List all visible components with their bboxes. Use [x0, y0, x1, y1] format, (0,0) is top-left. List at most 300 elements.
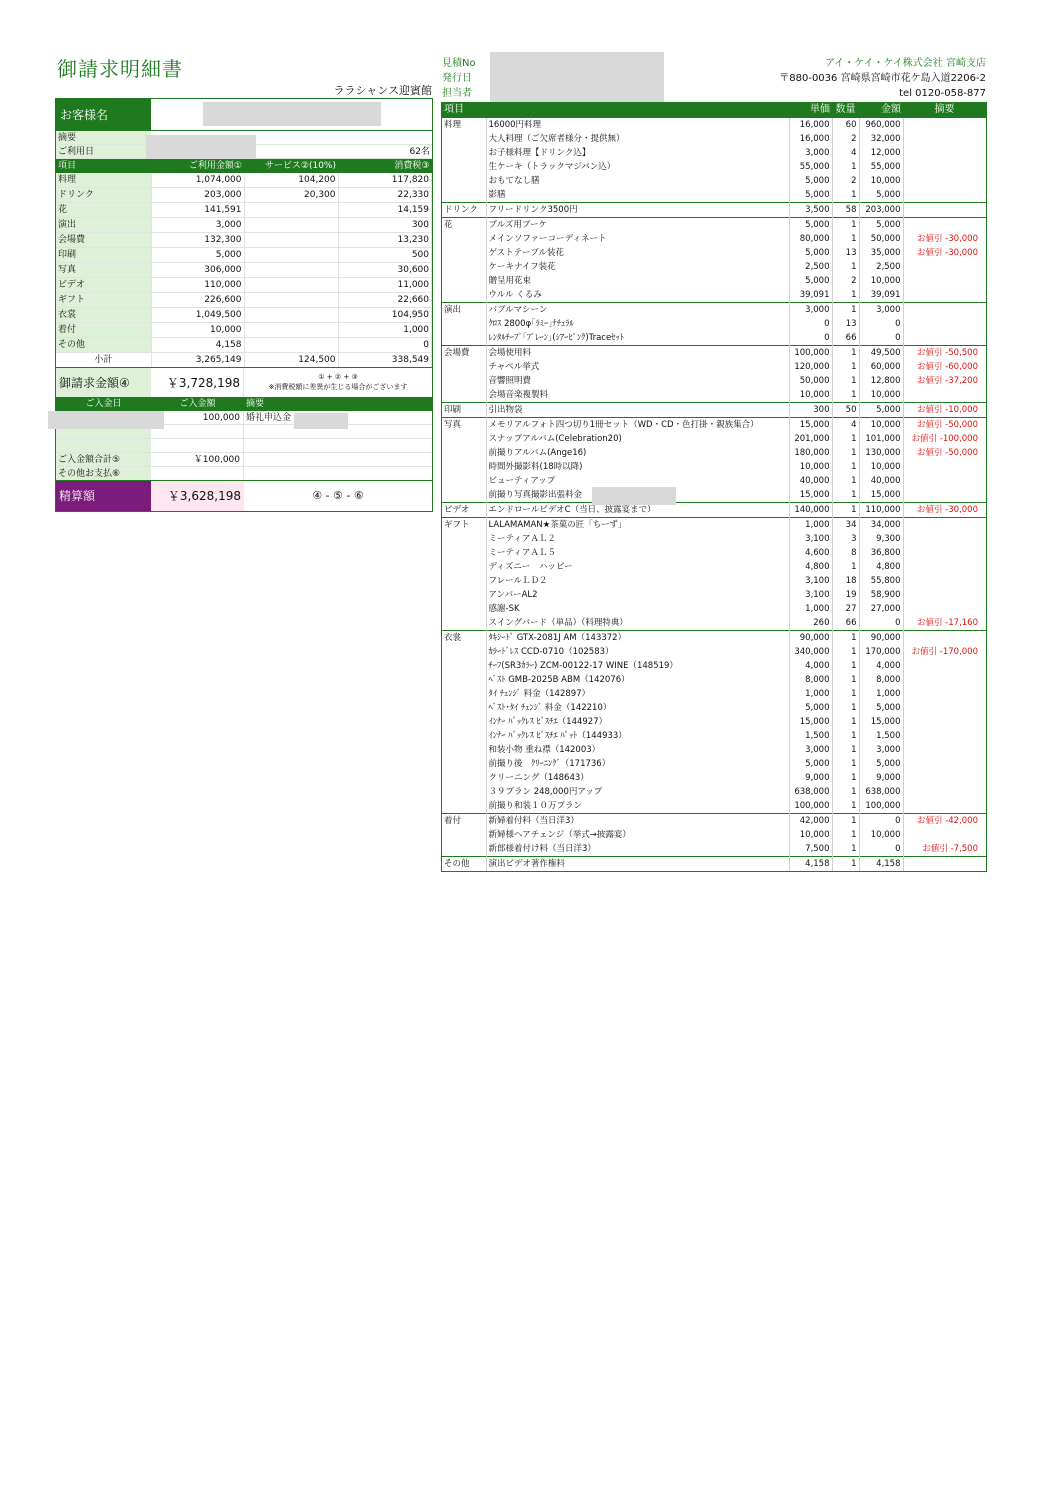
detail-quantity: 58	[832, 203, 859, 218]
detail-item-name: 贈呈用花束	[486, 274, 789, 288]
detail-category: ビデオ	[442, 503, 486, 518]
detail-category	[442, 546, 486, 560]
detail-category: 衣裳	[442, 631, 486, 646]
summary-tax: 1,000	[338, 323, 432, 338]
summary-row	[56, 248, 432, 263]
detail-quantity: 27	[832, 602, 859, 616]
staff-label: 担当者	[442, 88, 472, 99]
col-service: サービス②(10%)	[244, 159, 338, 173]
detail-unit-price: 140,000	[789, 503, 832, 518]
detail-item-name: ブルズ用ブーケ	[486, 218, 789, 233]
detail-unit-price: 1,500	[789, 729, 832, 743]
detail-amount: 170,000	[859, 645, 903, 659]
detail-quantity: 1	[832, 799, 859, 814]
detail-note: お値引 -100,000	[903, 432, 986, 446]
detail-note	[903, 546, 986, 560]
detail-table	[442, 103, 986, 871]
detail-amount: 12,800	[859, 374, 903, 388]
summary-amount: 132,300	[151, 233, 244, 248]
detail-note: お値引 -30,000	[903, 246, 986, 260]
detail-item-name: 前撮り写真撮影出張料金	[486, 488, 789, 503]
estimate-no-label: 見積No	[442, 58, 476, 69]
detail-unit-price: 4,800	[789, 560, 832, 574]
settlement-amount: ￥3,628,198	[151, 481, 244, 511]
detail-amount: 3,000	[859, 743, 903, 757]
detail-category	[442, 785, 486, 799]
summary-service	[244, 218, 338, 233]
detail-item-name: クリーニング（148643）	[486, 771, 789, 785]
detail-category	[442, 842, 486, 857]
detail-quantity: 4	[832, 146, 859, 160]
detail-note	[903, 757, 986, 771]
detail-note	[903, 729, 986, 743]
payment-header	[56, 398, 432, 411]
detail-col-name	[486, 103, 789, 118]
detail-note	[903, 771, 986, 785]
detail-item-name: ﾚﾝﾀﾙﾁｰﾌﾟ｢ﾌﾟﾚｰﾝ｣(ｼｱｰﾋﾟﾝｸ)Traceｾｯﾄ	[486, 331, 789, 346]
detail-unit-price: 3,000	[789, 743, 832, 757]
summary-row	[56, 263, 432, 278]
detail-category	[442, 260, 486, 274]
meta-value: 62名	[409, 147, 430, 157]
summary-tax: 14,159	[338, 203, 432, 218]
customer-label: お客様名	[56, 99, 151, 130]
payment-row	[56, 411, 432, 425]
detail-row	[442, 588, 986, 602]
detail-category	[442, 560, 486, 574]
detail-amount: 638,000	[859, 785, 903, 799]
detail-row	[442, 303, 986, 318]
detail-quantity: 1	[832, 260, 859, 274]
detail-quantity: 1	[832, 188, 859, 203]
detail-unit-price: 10,000	[789, 388, 832, 403]
col-item: 項目	[56, 159, 151, 173]
detail-unit-price: 16,000	[789, 132, 832, 146]
detail-category	[442, 246, 486, 260]
summary-service	[244, 203, 338, 218]
summary-service	[244, 278, 338, 293]
detail-amount: 40,000	[859, 474, 903, 488]
detail-note	[903, 146, 986, 160]
payment-amount: 100,000	[151, 411, 244, 424]
settlement-row	[56, 481, 432, 511]
detail-unit-price: 100,000	[789, 799, 832, 814]
detail-unit-price: 15,000	[789, 715, 832, 729]
detail-row	[442, 146, 986, 160]
detail-category: 着付	[442, 814, 486, 829]
detail-unit-price: 100,000	[789, 346, 832, 361]
detail-unit-price: 55,000	[789, 160, 832, 174]
detail-note	[903, 288, 986, 303]
summary-row	[56, 323, 432, 338]
detail-category	[442, 474, 486, 488]
detail-item-name: ﾁｰﾌ(SR3ｶﾗｰ) ZCM-00122-17 WINE（148519）	[486, 659, 789, 673]
detail-category: 花	[442, 218, 486, 233]
summary-tax: 30,600	[338, 263, 432, 278]
detail-col-amount: 金額	[859, 103, 903, 118]
payment-total-blank	[244, 453, 432, 466]
detail-category	[442, 460, 486, 474]
detail-row	[442, 687, 986, 701]
subtotal-amount: 3,265,149	[151, 353, 244, 368]
detail-amount: 32,000	[859, 132, 903, 146]
detail-quantity: 1	[832, 474, 859, 488]
detail-quantity: 8	[832, 546, 859, 560]
detail-row	[442, 446, 986, 460]
detail-note	[903, 631, 986, 646]
detail-row	[442, 757, 986, 771]
summary-item: 会場費	[56, 233, 151, 248]
detail-row	[442, 346, 986, 361]
summary-row	[56, 203, 432, 218]
detail-row	[442, 814, 986, 829]
detail-quantity: 1	[832, 814, 859, 829]
detail-unit-price: 260	[789, 616, 832, 631]
summary-row	[56, 173, 432, 188]
detail-item-name: おもてなし膳	[486, 174, 789, 188]
summary-row	[56, 218, 432, 233]
detail-quantity: 34	[832, 518, 859, 533]
detail-row	[442, 188, 986, 203]
detail-category	[442, 446, 486, 460]
payment-memo-header: 摘要	[246, 399, 265, 409]
other-payment-blank	[244, 467, 432, 480]
detail-item-name: メインソファーコーディネート	[486, 232, 789, 246]
detail-category	[442, 132, 486, 146]
detail-note	[903, 799, 986, 814]
detail-amount: 3,000	[859, 303, 903, 318]
detail-category	[442, 288, 486, 303]
detail-amount: 35,000	[859, 246, 903, 260]
detail-amount: 4,158	[859, 857, 903, 872]
summary-amount: 1,074,000	[151, 173, 244, 188]
detail-category	[442, 574, 486, 588]
detail-amount: 5,000	[859, 701, 903, 715]
detail-item-name: 新婦着付料（当日洋3）	[486, 814, 789, 829]
detail-amount: 58,900	[859, 588, 903, 602]
detail-unit-price: 50,000	[789, 374, 832, 388]
detail-unit-price: 3,100	[789, 588, 832, 602]
detail-item-name: 引出物袋	[486, 403, 789, 418]
detail-amount: 100,000	[859, 799, 903, 814]
detail-note	[903, 218, 986, 233]
detail-category	[442, 146, 486, 160]
summary-item: 印刷	[56, 248, 151, 263]
detail-unit-price: 80,000	[789, 232, 832, 246]
summary-amount: 226,600	[151, 293, 244, 308]
detail-note	[903, 331, 986, 346]
detail-note	[903, 673, 986, 687]
detail-quantity: 13	[832, 246, 859, 260]
detail-note: お値引 -30,000	[903, 503, 986, 518]
detail-category	[442, 757, 486, 771]
detail-quantity: 19	[832, 588, 859, 602]
detail-quantity: 1	[832, 715, 859, 729]
detail-note	[903, 574, 986, 588]
detail-category	[442, 274, 486, 288]
detail-item-name: 16000円料理	[486, 118, 789, 133]
detail-note	[903, 588, 986, 602]
detail-quantity: 2	[832, 174, 859, 188]
summary-tax: 500	[338, 248, 432, 263]
detail-quantity: 1	[832, 857, 859, 872]
detail-amount: 39,091	[859, 288, 903, 303]
detail-item-name: アンバーAL2	[486, 588, 789, 602]
subtotal-service: 124,500	[244, 353, 338, 368]
other-payment-amount	[151, 467, 244, 480]
detail-item-name: ｶﾗｰﾄﾞﾚｽ CCD-0710（102583）	[486, 645, 789, 659]
summary-item: 衣裳	[56, 308, 151, 323]
detail-row	[442, 274, 986, 288]
detail-quantity: 1	[832, 729, 859, 743]
detail-item-name: ﾍﾞｽﾄ･ﾀｲ ﾁｪﾝｼﾞ 料金（142210）	[486, 701, 789, 715]
detail-amount: 101,000	[859, 432, 903, 446]
detail-quantity: 1	[832, 288, 859, 303]
settlement-label: 精算額	[56, 481, 151, 511]
detail-row	[442, 799, 986, 814]
detail-amount: 15,000	[859, 488, 903, 503]
summary-service	[244, 293, 338, 308]
detail-row	[442, 360, 986, 374]
detail-item-name: フレールＬＤ２	[486, 574, 789, 588]
detail-category	[442, 701, 486, 715]
detail-item-name: ﾍﾞｽﾄ GMB-2025B ABM（142076）	[486, 673, 789, 687]
detail-note: お値引 -170,000	[903, 645, 986, 659]
detail-note: お値引 -50,000	[903, 446, 986, 460]
detail-item-name: 新婦様ヘアチェンジ（挙式→披露宴）	[486, 828, 789, 842]
detail-amount: 0	[859, 842, 903, 857]
detail-amount: 55,800	[859, 574, 903, 588]
detail-quantity: 1	[832, 771, 859, 785]
detail-note	[903, 474, 986, 488]
detail-quantity: 1	[832, 488, 859, 503]
redacted-use-date	[146, 135, 256, 159]
detail-quantity: 1	[832, 218, 859, 233]
detail-quantity: 1	[832, 460, 859, 474]
detail-item-name: スイングバード（単品）（料理特典）	[486, 616, 789, 631]
detail-unit-price: 1,000	[789, 602, 832, 616]
detail-amount: 5,000	[859, 188, 903, 203]
detail-amount: 10,000	[859, 418, 903, 433]
payment-memo	[244, 439, 432, 452]
detail-quantity: 13	[832, 317, 859, 331]
detail-category: ギフト	[442, 518, 486, 533]
detail-row	[442, 785, 986, 799]
detail-item-name: 会場使用料	[486, 346, 789, 361]
detail-amount: 5,000	[859, 757, 903, 771]
detail-unit-price: 3,100	[789, 574, 832, 588]
detail-item-name: 大人料理（ご欠席者様分・提供無）	[486, 132, 789, 146]
detail-category	[442, 232, 486, 246]
detail-col-note: 摘要	[903, 103, 986, 118]
detail-category: その他	[442, 857, 486, 872]
detail-unit-price: 15,000	[789, 418, 832, 433]
detail-unit-price: 201,000	[789, 432, 832, 446]
detail-category	[442, 645, 486, 659]
detail-note: お値引 -50,500	[903, 346, 986, 361]
detail-item-name: ウルル くるみ	[486, 288, 789, 303]
detail-item-name: メモリアルフォト四つ切り1冊セット（WD・CD・色打掛・親族集合）	[486, 418, 789, 433]
detail-note	[903, 274, 986, 288]
detail-item-name: ビューティアップ	[486, 474, 789, 488]
detail-row	[442, 403, 986, 418]
detail-category	[442, 687, 486, 701]
summary-item: ギフト	[56, 293, 151, 308]
meta-row-use-date	[56, 145, 432, 159]
invoice-total-label: 御請求金額④	[56, 368, 151, 397]
detail-note	[903, 460, 986, 474]
invoice-total-amount: ￥3,728,198	[151, 368, 244, 397]
summary-tax: 300	[338, 218, 432, 233]
detail-category	[442, 331, 486, 346]
detail-item-name: 前撮りアルバム(Ange16)	[486, 446, 789, 460]
detail-row	[442, 288, 986, 303]
detail-unit-price: 180,000	[789, 446, 832, 460]
detail-amount: 15,000	[859, 715, 903, 729]
detail-amount: 55,000	[859, 160, 903, 174]
detail-unit-price: 1,000	[789, 687, 832, 701]
detail-amount: 0	[859, 814, 903, 829]
detail-quantity: 1	[832, 360, 859, 374]
detail-row	[442, 828, 986, 842]
detail-unit-price: 40,000	[789, 474, 832, 488]
detail-note	[903, 743, 986, 757]
detail-category	[442, 317, 486, 331]
detail-category	[442, 659, 486, 673]
detail-quantity: 1	[832, 673, 859, 687]
invoice-total-formula	[244, 368, 432, 397]
summary-row	[56, 338, 432, 353]
detail-item-name: 前撮り和装１０万プラン	[486, 799, 789, 814]
detail-note: お値引 -50,000	[903, 418, 986, 433]
detail-note: お値引 -10,000	[903, 403, 986, 418]
detail-category	[442, 532, 486, 546]
summary-service	[244, 233, 338, 248]
summary-tax: 22,330	[338, 188, 432, 203]
detail-note: お値引 -60,000	[903, 360, 986, 374]
summary-tax: 11,000	[338, 278, 432, 293]
detail-unit-price: 0	[789, 331, 832, 346]
detail-amount: 27,000	[859, 602, 903, 616]
detail-item-name: エンドロールビデオC（当日、披露宴まで）	[486, 503, 789, 518]
detail-amount: 960,000	[859, 118, 903, 133]
detail-quantity: 1	[832, 687, 859, 701]
summary-tax: 104,950	[338, 308, 432, 323]
company-name: アイ・ケイ・ケイ株式会社 宮崎支店	[825, 58, 986, 69]
summary-tax: 0	[338, 338, 432, 353]
detail-unit-price: 16,000	[789, 118, 832, 133]
detail-note	[903, 602, 986, 616]
detail-item-name: 影膳	[486, 188, 789, 203]
detail-row	[442, 218, 986, 233]
detail-row	[442, 645, 986, 659]
detail-panel	[441, 102, 987, 872]
detail-unit-price: 5,000	[789, 274, 832, 288]
detail-unit-price: 0	[789, 317, 832, 331]
detail-category	[442, 616, 486, 631]
detail-unit-price: 8,000	[789, 673, 832, 687]
detail-note	[903, 785, 986, 799]
summary-service: 20,300	[244, 188, 338, 203]
detail-quantity: 1	[832, 346, 859, 361]
detail-unit-price: 5,000	[789, 757, 832, 771]
detail-item-name: 音響照明費	[486, 374, 789, 388]
detail-item-name: 会場音楽複製料	[486, 388, 789, 403]
detail-item-name: ｸﾛｽ 2800φ｢ﾗﾐｰ｣ﾅﾁｭﾗﾙ	[486, 317, 789, 331]
detail-row	[442, 118, 986, 133]
summary-service	[244, 248, 338, 263]
payment-row	[56, 439, 432, 453]
detail-item-name: 生ケーキ（トラックマジパン込）	[486, 160, 789, 174]
detail-header-row	[442, 103, 986, 118]
detail-col-qty: 数量	[832, 103, 859, 118]
detail-item-name: ｲﾝﾅｰ ﾊﾞｯｸﾚｽ ﾋﾞｽﾁｴ（144927）	[486, 715, 789, 729]
detail-amount: 49,500	[859, 346, 903, 361]
summary-amount: 306,000	[151, 263, 244, 278]
detail-quantity: 50	[832, 403, 859, 418]
detail-item-name: フリードリンク3500円	[486, 203, 789, 218]
summary-service: 104,200	[244, 173, 338, 188]
detail-amount: 5,000	[859, 218, 903, 233]
detail-note	[903, 715, 986, 729]
detail-row	[442, 203, 986, 218]
detail-row	[442, 602, 986, 616]
payment-total-row	[56, 453, 432, 467]
detail-item-name: ゲストテーブル装花	[486, 246, 789, 260]
issue-date-label: 発行日	[442, 73, 472, 84]
summary-row	[56, 293, 432, 308]
invoice-total-row	[56, 368, 432, 398]
detail-category	[442, 588, 486, 602]
detail-amount: 90,000	[859, 631, 903, 646]
detail-quantity: 1	[832, 785, 859, 799]
summary-item: 花	[56, 203, 151, 218]
summary-amount: 110,000	[151, 278, 244, 293]
detail-quantity: 1	[832, 701, 859, 715]
detail-note	[903, 132, 986, 146]
detail-item-name: 前撮り後 ｸﾘｰﾆﾝｸﾞ（171736）	[486, 757, 789, 771]
detail-item-name: 新郎様着付け料（当日洋3）	[486, 842, 789, 857]
detail-amount: 34,000	[859, 518, 903, 533]
detail-quantity: 1	[832, 645, 859, 659]
detail-item-name: ミーティアＡＬ２	[486, 532, 789, 546]
detail-category	[442, 828, 486, 842]
detail-row	[442, 857, 986, 872]
summary-item: その他	[56, 338, 151, 353]
detail-amount: 10,000	[859, 828, 903, 842]
detail-row	[442, 659, 986, 673]
detail-quantity: 1	[832, 432, 859, 446]
detail-unit-price: 3,500	[789, 203, 832, 218]
summary-service	[244, 263, 338, 278]
customer-row	[56, 99, 432, 131]
summary-item: ビデオ	[56, 278, 151, 293]
company-address: 〒880-0036 宮崎県宮崎市花ケ島入道2206-2	[779, 73, 986, 84]
detail-note: お値引 -37,200	[903, 374, 986, 388]
detail-item-name: ３９プラン 248,000円アップ	[486, 785, 789, 799]
detail-unit-price: 9,000	[789, 771, 832, 785]
summary-tax: 13,230	[338, 233, 432, 248]
detail-row	[442, 132, 986, 146]
detail-category	[442, 743, 486, 757]
detail-amount: 0	[859, 616, 903, 631]
detail-note	[903, 701, 986, 715]
detail-unit-price: 5,000	[789, 218, 832, 233]
summary-row	[56, 278, 432, 293]
redacted-payment-memo	[294, 413, 348, 429]
detail-note	[903, 687, 986, 701]
detail-unit-price: 5,000	[789, 188, 832, 203]
